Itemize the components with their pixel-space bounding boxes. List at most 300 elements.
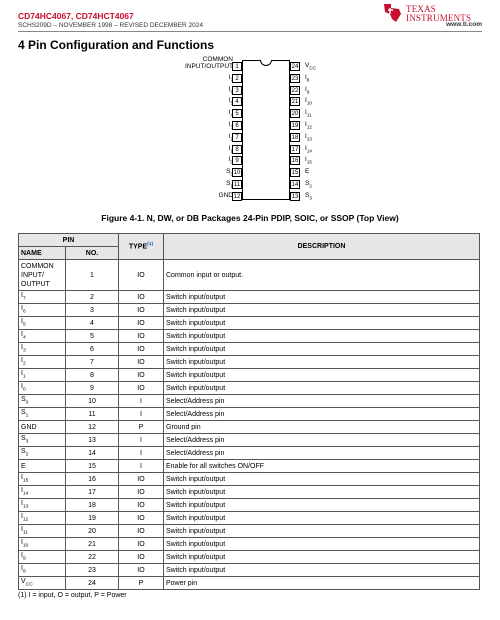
pin-name-subscript: 4 [22,335,26,341]
pin-label-right [305,156,312,166]
chip-body [242,60,290,200]
pin-name-main: I [21,370,23,378]
pin-name [21,383,26,393]
pin-name-subscript: 2 [230,136,233,142]
pin-name-main: I [21,513,23,521]
table-row [19,356,480,369]
pin-label-left [229,145,233,155]
cell-number: 11 [66,408,119,421]
pin-name-main: I [21,305,23,313]
pin-name-main: I [21,500,23,508]
pin-name-subscript: 0 [25,400,29,406]
pin-name-main: I [228,73,231,81]
pin-label-left [219,192,233,200]
cell-name [19,473,66,486]
pin-label-right [305,192,312,202]
pin-label-right [305,86,309,96]
pin-name-subscript: 12 [306,124,312,130]
pin-name-main: I [228,97,231,105]
pin-label-left [229,74,233,84]
table-row [19,369,480,382]
pin-name-subscript: 6 [22,309,26,315]
section-title: 4 Pin Configuration and Functions [18,38,214,52]
cell-type: IO [119,538,164,551]
cell-type: P [119,577,164,590]
pin-name [21,409,29,419]
cell-number: 24 [66,577,119,590]
pin-name-subscript: 5 [22,322,26,328]
pin-label-left [229,133,233,143]
cell-number: 16 [66,473,119,486]
cell-number: 8 [66,369,119,382]
pin-name-main: I [305,73,307,81]
cell-number: 12 [66,421,119,434]
pin-name [185,56,233,70]
pin-number-left: 4 [232,97,242,106]
cell-name [19,408,66,421]
cell-name [19,369,66,382]
cell-name [19,356,66,369]
pin-name-main: I [305,144,307,152]
pin-name [21,370,26,380]
cell-number: 18 [66,499,119,512]
pin-name-main: I [21,474,23,482]
logo-word-texas: TEXAS [406,4,436,14]
pin-name-subscript: 1 [230,183,233,189]
pin-number-right: 17 [291,146,299,153]
pin-number-right: 24 [291,64,299,70]
pin-number-left: 7 [232,133,242,142]
pin-name-subscript: 1 [230,147,233,153]
pin-name-subscript: 3 [22,348,26,354]
cell-name [19,304,66,317]
pin-name-subscript: 9 [306,88,310,94]
cell-number: 21 [66,538,119,551]
pin-name-subscript: 8 [22,569,26,575]
pin-name-main: I [21,526,23,534]
cell-type: IO [119,291,164,304]
cell-description: Switch input/output [164,304,480,317]
pin-name-main: GND [218,191,233,199]
pin-name-main: I [21,383,23,391]
cell-type: IO [119,486,164,499]
pin-name-main: COMMON INPUT/ OUTPUT [21,262,54,288]
pin-name-subscript: 1 [25,413,29,419]
pin-number-right: 14 [291,182,299,188]
cell-number: 20 [66,525,119,538]
cell-name [19,564,66,577]
pin-label-left [173,56,233,70]
pin-name-subscript: 3 [25,439,29,445]
pin-name [305,133,312,140]
pin-name-subscript: 10 [22,543,29,549]
pin-label-left [226,180,233,190]
table-row [19,525,480,538]
cell-description: Switch input/output [164,551,480,564]
cell-type: IO [119,382,164,395]
table-row [19,330,480,343]
pin-name-main: S [226,180,231,187]
pin-number-left: 12 [233,193,241,200]
pin-name [305,74,309,81]
texas-state-icon [382,2,402,24]
cell-number: 3 [66,304,119,317]
pin-name [21,552,26,562]
cell-type: I [119,395,164,408]
table-row [19,304,480,317]
cell-name [19,421,66,434]
pin-number-right: 22 [291,87,299,94]
pin-name-subscript: 8 [306,77,310,83]
pin-name-main: I [228,156,231,164]
pin-name [305,121,312,128]
pin-name [21,448,29,458]
pin-name [21,474,29,484]
cell-number: 14 [66,447,119,460]
pin-diagram [150,56,350,206]
pin-number-left: 6 [232,121,242,130]
pin-name [21,305,26,315]
pin-name [229,86,233,93]
pin-number-right: 13 [291,193,299,200]
pin-name-main: V [305,62,310,69]
figure-caption: Figure 4-1. N, DW, or DB Packages 24-Pin PDIP, SOIC, or SSOP (Top View) [101,213,399,223]
cell-number: 6 [66,343,119,356]
pin-number-right: 21 [291,99,299,106]
pin-name-main: I [21,565,23,573]
pin-label-right [305,109,312,119]
cell-description: Select/Address pin [164,408,480,421]
pin-label-right [305,168,309,176]
pin-name [219,192,233,199]
pin-name [305,192,312,199]
pin-name-main: I [21,357,23,365]
cell-description: Switch input/output [164,330,480,343]
pin-name-main: COMMON INPUT/OUTPUT [184,56,233,70]
pin-name-main: S [21,409,26,417]
pin-name [21,565,26,575]
cell-description: Enable for all switches ON/OFF [164,460,480,473]
cell-type: IO [119,564,164,577]
pin-name [21,513,29,523]
cell-number: 19 [66,512,119,525]
cell-description: Power pin [164,577,480,590]
description-header: DESCRIPTION [164,234,480,260]
table-row [19,460,480,473]
cell-number: 17 [66,486,119,499]
table-row [19,577,480,590]
cell-name [19,395,66,408]
pin-name [21,318,26,328]
cell-name [19,382,66,395]
table-row [19,317,480,330]
pin-name-main: I [228,144,231,152]
pin-name [305,180,312,187]
pin-number-right: 19 [291,123,299,129]
cell-type: IO [119,551,164,564]
pin-name-subscript: 2 [22,361,26,367]
cell-description: Switch input/output [164,369,480,382]
pin-label-right [305,180,312,190]
pin-name [21,435,29,445]
cell-description: Common input or output. [164,260,480,291]
table-row [19,343,480,356]
pin-name [305,156,312,163]
pin-number-right: 16 [291,158,299,165]
pin-functions-table [18,233,480,590]
table-row [19,382,480,395]
pin-name [305,168,309,175]
cell-number: 10 [66,395,119,408]
pin-name-main: I [21,552,23,560]
pin-name-main: I [305,121,307,128]
cell-description: Ground pin [164,421,480,434]
pin-name [21,357,26,367]
pin-name-main: I [305,132,307,140]
pin-name-subscript: 9 [22,556,26,562]
pin-name [229,97,233,104]
pin-name-main: I [228,85,231,93]
cell-type: IO [119,525,164,538]
pin-name [229,121,233,128]
name-header: NAME [19,247,66,260]
pin-name-main: S [21,435,26,443]
pin-name-main: S [21,396,26,404]
cell-number: 22 [66,551,119,564]
cell-type: P [119,421,164,434]
type-header-label: TYPE [128,243,148,251]
pin-name [305,97,312,104]
pin-name-subscript: 11 [306,112,312,118]
pin-name-main: I [305,97,307,105]
document-info: SCHS209D – NOVEMBER 1998 – REVISED DECEMBER 2024 [18,22,203,29]
cell-type: I [119,434,164,447]
pin-name [229,74,233,81]
pin-group-header: PIN [19,234,119,247]
pin-name-main: E [305,168,310,176]
pin-number-left: 8 [232,145,242,154]
cell-name [19,499,66,512]
pin-name-subscript: 7 [230,77,233,83]
cell-name [19,343,66,356]
cell-description: Switch input/output [164,512,480,525]
cell-type: IO [119,260,164,291]
cell-name [19,551,66,564]
pin-number-left: 1 [232,62,242,71]
pin-number-right: 23 [291,75,299,82]
pin-name-subscript: 3 [230,124,233,130]
pin-name-subscript: 15 [22,478,29,484]
pin-name [305,109,312,116]
cell-number: 5 [66,330,119,343]
cell-name [19,260,66,291]
pin-number-right: 15 [291,170,299,177]
pin-name-subscript: 3 [309,195,312,201]
pin-name-main: I [21,292,23,300]
cell-type: IO [119,499,164,512]
pin-name-subscript: 2 [309,183,312,189]
table-row [19,473,480,486]
cell-type: IO [119,343,164,356]
cell-type: IO [119,356,164,369]
pin-label-right [305,62,316,72]
pin-number-left: 3 [232,86,242,95]
cell-type: IO [119,330,164,343]
pin-name-main: I [21,344,23,352]
cell-name [19,538,66,551]
pin-name-main: I [21,318,23,326]
cell-name [19,460,66,473]
pin-name-main: I [305,85,307,93]
pin-label-right [305,121,312,131]
footnote-ref-link[interactable]: (1) [147,242,154,248]
pin-name [305,62,316,69]
cell-description: Switch input/output [164,291,480,304]
table-row [19,291,480,304]
footnote: (1) I = input, O = output, P = Power [18,592,127,599]
table-row [19,486,480,499]
pin-name-main: I [21,539,23,547]
pin-name-subscript: 6 [230,88,233,94]
pin-name-main: I [305,109,307,117]
pin-name-main: V [21,578,26,586]
pin-name-subscript: 15 [306,159,312,165]
pin-label-right [305,97,312,107]
cell-type: I [119,460,164,473]
cell-name [19,330,66,343]
cell-number: 13 [66,434,119,447]
pin-number-left: 11 [233,182,241,188]
pin-label-right [305,74,309,84]
pin-name-main: I [228,109,231,117]
pin-name [229,156,233,163]
pin-name-subscript: 2 [25,452,29,458]
pin-number-left: 9 [232,156,242,165]
cell-number: 1 [66,260,119,291]
table-row [19,421,480,434]
cell-description: Switch input/output [164,486,480,499]
cell-number: 15 [66,460,119,473]
pin-name-subscript: 12 [22,517,29,523]
website-link[interactable]: www.ti.com [446,21,482,28]
logo-word-instruments: INSTRUMENTS [406,13,472,23]
pin-name [226,168,233,175]
table-row [19,408,480,421]
pin-number-right: 18 [291,134,299,141]
cell-name [19,291,66,304]
cell-type: I [119,447,164,460]
pin-name [226,180,233,187]
table-row [19,499,480,512]
chip-notch [260,60,272,66]
pin-name-subscript: CC [25,582,33,588]
pin-name-main: E [21,462,26,470]
table-row [19,395,480,408]
pin-name [229,133,233,140]
cell-name [19,525,66,538]
pin-label-left [229,156,233,166]
cell-type: I [119,408,164,421]
cell-number: 23 [66,564,119,577]
pin-name-main: S [226,168,231,176]
pin-name-subscript: 7 [22,296,26,302]
pin-label-left [229,86,233,96]
pin-label-right [305,145,312,155]
pin-number-left: 5 [232,109,242,118]
cell-name [19,486,66,499]
cell-name [19,434,66,447]
pin-label-left [229,109,233,119]
pin-name-main: I [228,132,231,140]
pin-name-subscript: 13 [306,136,312,142]
cell-number: 9 [66,382,119,395]
pin-name-subscript: 14 [306,147,312,153]
cell-description: Switch input/output [164,525,480,538]
pin-name-subscript: 11 [22,530,29,536]
table-row [19,551,480,564]
pin-name [21,539,29,549]
cell-name [19,317,66,330]
pin-label-left [226,168,233,178]
pin-label-left [229,97,233,107]
cell-type: IO [119,317,164,330]
cell-description: Switch input/output [164,538,480,551]
pin-name [21,344,26,354]
table-row [19,512,480,525]
cell-description: Select/Address pin [164,395,480,408]
cell-description: Switch input/output [164,473,480,486]
pin-name-main: I [305,156,307,164]
table-row [19,434,480,447]
table-row [19,260,480,291]
table-row [19,538,480,551]
cell-number: 2 [66,291,119,304]
cell-type: IO [119,304,164,317]
cell-number: 4 [66,317,119,330]
pin-name-subscript: 0 [230,171,233,177]
cell-description: Select/Address pin [164,434,480,447]
pin-name [305,86,309,93]
pin-name [21,263,54,288]
pin-name-main: S [305,180,310,187]
pin-name-subscript: 0 [22,387,26,393]
pin-name [229,109,233,116]
pin-number-left: 10 [233,170,241,177]
part-numbers: CD74HC4067, CD74HCT4067 [18,11,134,21]
pin-name-main: I [21,487,23,495]
pin-name-subscript: 4 [230,112,233,118]
pin-number-left: 2 [232,74,242,83]
cell-description: Switch input/output [164,382,480,395]
pin-name [21,500,29,510]
pin-name [21,396,29,406]
cell-name [19,577,66,590]
pin-name-subscript: 14 [22,491,29,497]
pin-label-right [305,133,312,143]
cell-name [19,447,66,460]
pin-name-main: I [228,121,231,128]
pin-name [21,331,26,341]
header-divider [18,31,482,32]
cell-number: 7 [66,356,119,369]
cell-description: Select/Address pin [164,447,480,460]
pin-name [305,145,312,152]
cell-description: Switch input/output [164,343,480,356]
pin-label-left [229,121,233,131]
pin-name-subscript: 1 [22,374,26,380]
cell-description: Switch input/output [164,356,480,369]
cell-description: Switch input/output [164,317,480,330]
